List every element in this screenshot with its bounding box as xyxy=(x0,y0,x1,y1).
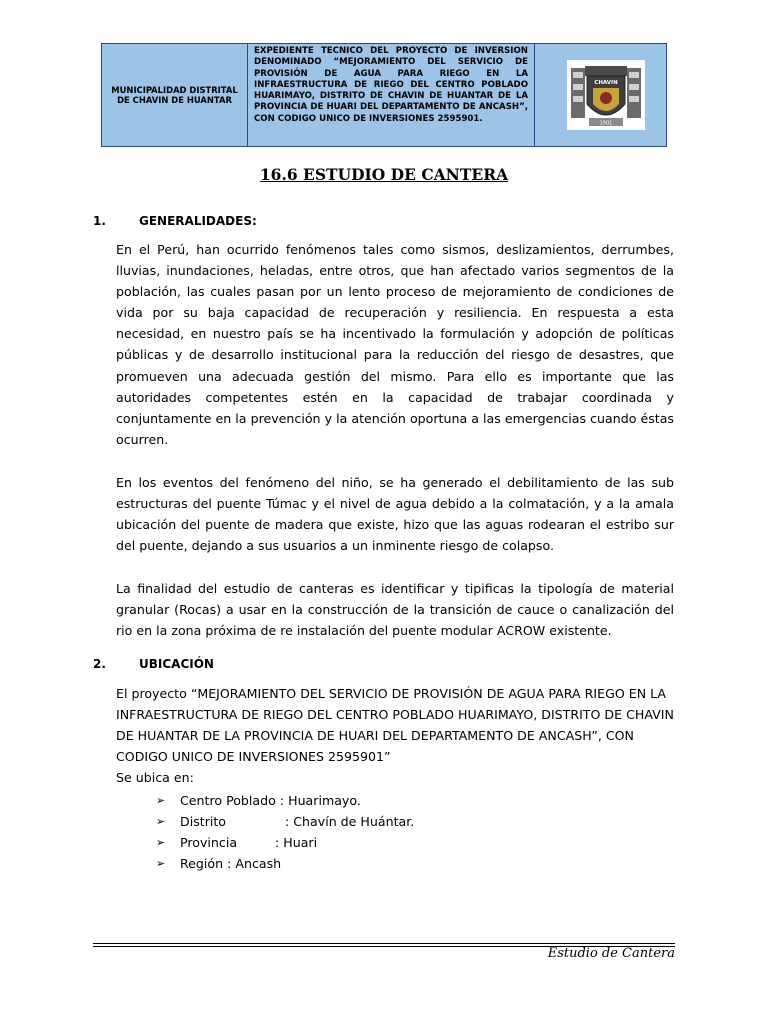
paragraph-ubicacion: El proyecto “MEJORAMIENTO DEL SERVICIO DE PROVISIÓN DE AGUA PARA RIEGO EN LA INFRAESTRUCTURA DE RIEGO DEL CENTRO POBLADO HUARIMAYO, DISTRITO DE CHAVIN DE HUANTAR DE LA PROVINCIA DE HUARI DEL DEPARTAMENTO DE ANCASH”, CON CODIGO UNICO DE INVERSIONES 2595901” xyxy=(116,686,674,765)
list-item-value: : Huarimayo. xyxy=(279,793,361,808)
list-item-label: Provincia xyxy=(180,835,238,851)
footer-title: Estudio de Cantera xyxy=(547,946,675,961)
list-item xyxy=(156,832,414,853)
location-intro: Se ubica en: xyxy=(116,770,194,785)
list-item-value: : Ancash xyxy=(227,856,282,872)
arrow-bullet-icon: ➢ xyxy=(156,836,166,850)
logo-text: CHAVIN xyxy=(594,80,618,86)
header-municipality: MUNICIPALIDAD DISTRITAL DE CHAVIN DE HUANTAR xyxy=(102,44,248,146)
municipal-shield-icon xyxy=(567,60,645,130)
section-number: 2. xyxy=(93,657,106,671)
section-title: UBICACIÓN xyxy=(139,657,214,671)
paragraph-generalidades-1: En el Perú, han ocurrido fenómenos tales como sismos, deslizamientos, derrumbes, lluvias, inundaciones, heladas, entre otros, que han afectado varios segmentos de la población, las cuales pasan por un lento proceso de mejoramiento de condiciones de vida por su baja capacidad de recuperación y resiliencia. En respuesta a esta necesidad, en nuestro país se ha incentivado la formulación y adopción de políticas públicas y de desarrollo institucional para la reducción del riesgo de desastres, que promueven una adecuada gestión del mismo. Para ello es importante que las autoridades competentes estén en la capacidad de trabajar coordinada y conjuntamente en la prevención y la atención oportuna a las emergencias cuando éstas ocurren. xyxy=(116,242,674,447)
list-item-label: Región xyxy=(180,856,224,872)
logo-year: 1901 xyxy=(599,120,613,127)
header-project-description: EXPEDIENTE TECNICO DEL PROYECTO DE INVERSION DENOMINADO “MEJORAMIENTO DEL SERVICIO DE PROVISIÓN DE AGUA PARA RIEGO EN LA INFRAESTRUCTURA DE RIEGO DEL CENTRO POBLADO HUARIMAYO, DISTRITO DE CHAVIN DE HUANTAR DE LA PROVINCIA DE HUARI DEL DEPARTAMENTO DE ANCASH”, CON CODIGO UNICO DE INVERSIONES 2595901. xyxy=(248,44,535,146)
list-item xyxy=(156,790,414,811)
header-logo-cell xyxy=(535,44,666,146)
list-item-label: Centro Poblado xyxy=(180,793,276,808)
list-item xyxy=(156,811,414,832)
location-list xyxy=(156,790,414,874)
arrow-bullet-icon: ➢ xyxy=(156,794,166,807)
footer-divider xyxy=(93,943,675,944)
list-item-value: : Huari xyxy=(275,835,318,851)
paragraph-generalidades-3: La finalidad del estudio de canteras es identificar y tipificas la tipología de material granular (Rocas) a usar en la construcción de la transición de cauce o canalización del rio en la zona próxima de re instalación del puente modular ACROW existente. xyxy=(116,581,674,639)
section-heading-ubicacion xyxy=(93,657,214,671)
paragraph-generalidades-2: En los eventos del fenómeno del niño, se ha generado el debilitamiento de las sub estructuras del puente Túmac y el nivel de agua debido a la colmatación, y a la amala ubicación del puente de madera que existe, hizo que las aguas rodearan el estribo sur del puente, dejando a sus usuarios a un inminente riesgo de colapso. xyxy=(116,475,674,554)
arrow-bullet-icon: ➢ xyxy=(156,857,166,871)
document-header xyxy=(101,43,667,147)
section-heading-generalidades xyxy=(93,214,257,228)
list-item-label: Distrito xyxy=(180,814,227,830)
page-title: 16.6 ESTUDIO DE CANTERA xyxy=(259,165,509,184)
list-item-value: : Chavín de Huántar. xyxy=(285,814,415,830)
arrow-bullet-icon: ➢ xyxy=(156,815,166,829)
section-number: 1. xyxy=(93,214,106,228)
section-title: GENERALIDADES: xyxy=(139,214,257,228)
list-item xyxy=(156,853,414,874)
